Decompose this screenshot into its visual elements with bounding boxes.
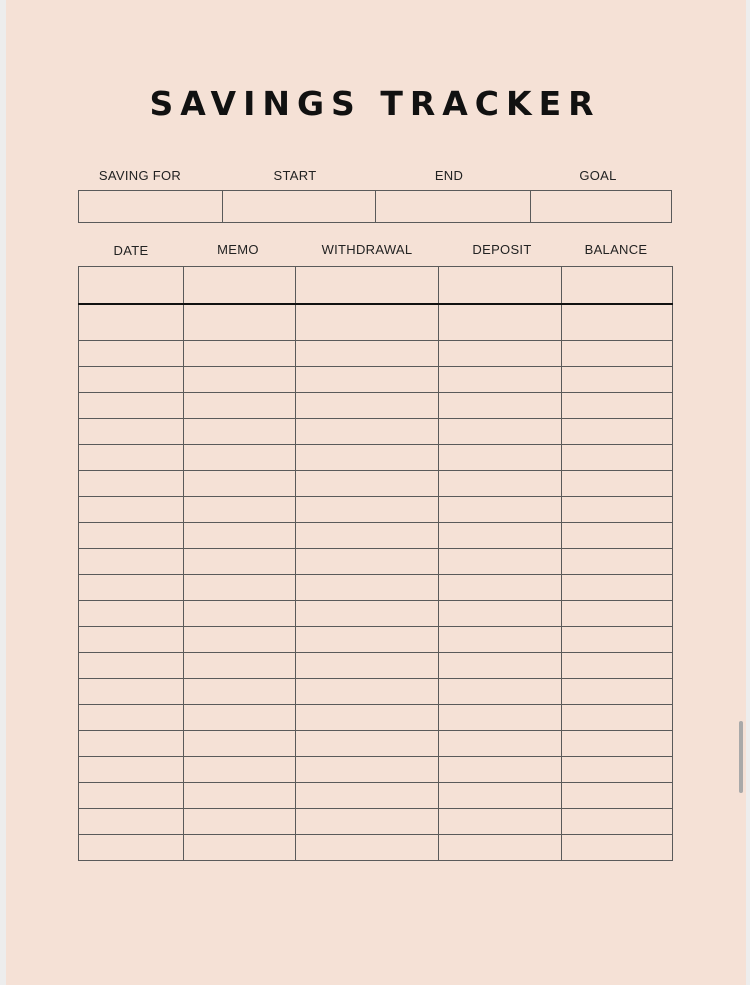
memo-cell[interactable] [184,471,296,497]
date-cell[interactable] [79,497,184,523]
table-row [79,757,673,783]
table-row [79,679,673,705]
start-field[interactable] [223,191,376,223]
deposit-cell[interactable] [439,757,562,783]
date-cell[interactable] [79,575,184,601]
date-cell[interactable] [79,367,184,393]
table-row [79,304,673,341]
balance-header: BALANCE [584,242,648,257]
deposit-cell[interactable] [439,835,562,861]
withdrawal-cell[interactable] [296,523,439,549]
date-cell[interactable] [79,731,184,757]
withdrawal-cell[interactable] [296,835,439,861]
balance-cell[interactable] [562,304,673,341]
deposit-cell[interactable] [439,445,562,471]
summary-row [79,191,672,223]
table-row [79,267,673,305]
summary-table [78,190,672,223]
deposit-cell[interactable] [439,549,562,575]
date-cell[interactable] [79,341,184,367]
deposit-cell[interactable] [439,304,562,341]
withdrawal-cell[interactable] [296,705,439,731]
withdrawal-cell[interactable] [296,419,439,445]
balance-cell[interactable] [562,627,673,653]
withdrawal-cell[interactable] [296,783,439,809]
savings-log-table [78,266,673,861]
table-row [79,809,673,835]
memo-cell[interactable] [184,393,296,419]
scrollbar-thumb[interactable] [739,721,743,793]
balance-cell[interactable] [562,601,673,627]
balance-cell[interactable] [562,757,673,783]
withdrawal-cell[interactable] [296,601,439,627]
date-cell[interactable] [79,471,184,497]
deposit-cell[interactable] [439,575,562,601]
withdrawal-cell[interactable] [296,549,439,575]
start-label: START [273,168,317,183]
table-row [79,601,673,627]
withdrawal-cell[interactable] [296,445,439,471]
date-cell[interactable] [79,267,184,305]
balance-cell[interactable] [562,731,673,757]
balance-cell[interactable] [562,575,673,601]
memo-cell[interactable] [184,835,296,861]
table-row [79,835,673,861]
goal-field[interactable] [531,191,672,223]
balance-cell[interactable] [562,497,673,523]
withdrawal-cell[interactable] [296,497,439,523]
memo-cell[interactable] [184,549,296,575]
date-cell[interactable] [79,679,184,705]
memo-cell[interactable] [184,367,296,393]
deposit-header: DEPOSIT [472,242,532,257]
memo-cell[interactable] [184,304,296,341]
memo-cell[interactable] [184,267,296,305]
memo-cell[interactable] [184,705,296,731]
memo-cell[interactable] [184,523,296,549]
deposit-cell[interactable] [439,731,562,757]
memo-cell[interactable] [184,679,296,705]
table-row [79,575,673,601]
date-cell[interactable] [79,304,184,341]
balance-cell[interactable] [562,653,673,679]
balance-cell[interactable] [562,393,673,419]
balance-cell[interactable] [562,471,673,497]
balance-cell[interactable] [562,445,673,471]
balance-cell[interactable] [562,341,673,367]
balance-cell[interactable] [562,705,673,731]
withdrawal-cell[interactable] [296,267,439,305]
date-cell[interactable] [79,783,184,809]
deposit-cell[interactable] [439,497,562,523]
table-row [79,653,673,679]
balance-cell[interactable] [562,549,673,575]
deposit-cell[interactable] [439,653,562,679]
date-cell[interactable] [79,601,184,627]
memo-cell[interactable] [184,445,296,471]
memo-cell[interactable] [184,731,296,757]
end-field[interactable] [376,191,531,223]
date-cell[interactable] [79,757,184,783]
deposit-cell[interactable] [439,341,562,367]
table-row [79,445,673,471]
withdrawal-cell[interactable] [296,471,439,497]
deposit-cell[interactable] [439,679,562,705]
memo-cell[interactable] [184,497,296,523]
table-row [79,419,673,445]
date-cell[interactable] [79,705,184,731]
date-header: DATE [113,243,149,258]
deposit-cell[interactable] [439,393,562,419]
withdrawal-cell[interactable] [296,679,439,705]
withdrawal-cell[interactable] [296,304,439,341]
deposit-cell[interactable] [439,601,562,627]
end-label: END [434,168,464,183]
balance-cell[interactable] [562,267,673,305]
balance-cell[interactable] [562,367,673,393]
deposit-cell[interactable] [439,627,562,653]
balance-cell[interactable] [562,783,673,809]
date-cell[interactable] [79,523,184,549]
withdrawal-cell[interactable] [296,393,439,419]
page-title: SAVINGS TRACKER [149,84,601,123]
withdrawal-header: WITHDRAWAL [321,242,413,257]
memo-cell[interactable] [184,809,296,835]
withdrawal-cell[interactable] [296,757,439,783]
withdrawal-cell[interactable] [296,367,439,393]
date-cell[interactable] [79,809,184,835]
balance-cell[interactable] [562,835,673,861]
deposit-cell[interactable] [439,523,562,549]
memo-cell[interactable] [184,601,296,627]
date-cell[interactable] [79,549,184,575]
table-row [79,523,673,549]
table-row [79,497,673,523]
table-row [79,341,673,367]
table-row [79,471,673,497]
table-row [79,549,673,575]
balance-cell[interactable] [562,523,673,549]
saving-for-label: SAVING FOR [98,168,182,183]
memo-cell[interactable] [184,783,296,809]
goal-label: GOAL [579,168,617,183]
memo-cell[interactable] [184,575,296,601]
memo-cell[interactable] [184,627,296,653]
date-cell[interactable] [79,627,184,653]
saving-for-field[interactable] [79,191,223,223]
withdrawal-cell[interactable] [296,809,439,835]
date-cell[interactable] [79,393,184,419]
deposit-cell[interactable] [439,809,562,835]
deposit-cell[interactable] [439,367,562,393]
memo-cell[interactable] [184,757,296,783]
deposit-cell[interactable] [439,267,562,305]
withdrawal-cell[interactable] [296,341,439,367]
date-cell[interactable] [79,419,184,445]
balance-cell[interactable] [562,419,673,445]
table-row [79,783,673,809]
deposit-cell[interactable] [439,471,562,497]
date-cell[interactable] [79,445,184,471]
memo-cell[interactable] [184,341,296,367]
memo-header: MEMO [217,242,259,257]
deposit-cell[interactable] [439,419,562,445]
withdrawal-cell[interactable] [296,653,439,679]
date-cell[interactable] [79,835,184,861]
withdrawal-cell[interactable] [296,575,439,601]
table-row [79,393,673,419]
date-cell[interactable] [79,653,184,679]
memo-cell[interactable] [184,419,296,445]
table-row [79,731,673,757]
withdrawal-cell[interactable] [296,731,439,757]
balance-cell[interactable] [562,809,673,835]
withdrawal-cell[interactable] [296,627,439,653]
table-row [79,367,673,393]
deposit-cell[interactable] [439,705,562,731]
table-row [79,705,673,731]
deposit-cell[interactable] [439,783,562,809]
table-row [79,627,673,653]
memo-cell[interactable] [184,653,296,679]
balance-cell[interactable] [562,679,673,705]
